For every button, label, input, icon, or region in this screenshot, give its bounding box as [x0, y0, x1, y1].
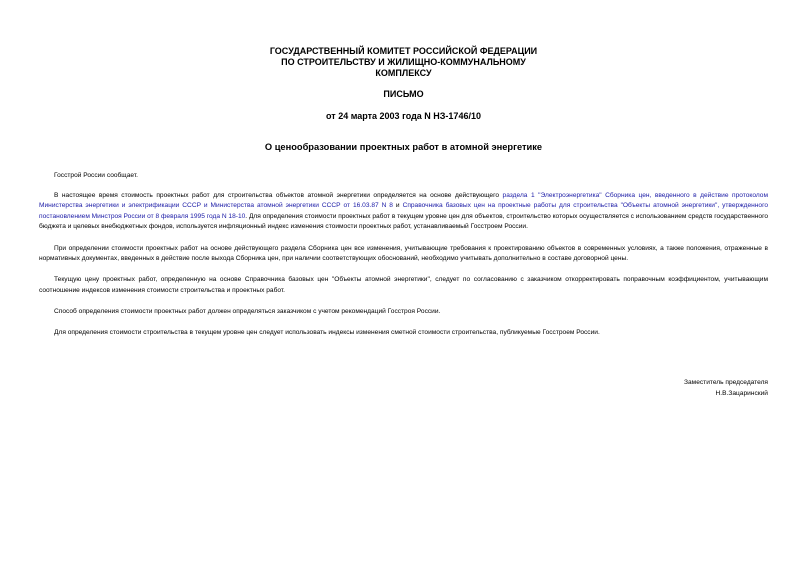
document-type: ПИСЬМО [383, 89, 424, 99]
paragraph-3: При определении стоимости проектных работ на основе действующего раздела Сборника цен все изменения, учитывающие требования к проектированию объектов в современных условиях, а также положения, отраженные в нормативных документах, введенных в действие после выхода Сборника цен, при наличии соответствующих обоснований, необходимо учитывать дополнительно в составе договорной цены. [39, 244, 768, 263]
link-base-price-handbook[interactable]: Справочника базовых цен на проектные работы для строительства "Объекты атомной энергетики", утвержденного постановлением Минстроя России от 8 февраля 1995 года N 18-10 [39, 202, 768, 220]
paragraph-2 [39, 191, 768, 233]
document-subject: О ценообразовании проектных работ в атомной энергетике [264, 142, 543, 152]
paragraph-2-start: В настоящее время стоимость проектных работ для строительства объектов атомной энергетики определяется на основе действующего [54, 191, 503, 199]
paragraph-5: Способ определения стоимости проектных работ должен определяться заказчиком с учетом рекомендаций Госстроя России. [54, 308, 441, 316]
issuer-line-2: ПО СТРОИТЕЛЬСТВУ И ЖИЛИЩНО-КОММУНАЛЬНОМУ [281, 57, 526, 67]
signatory-title: Заместитель председателя [684, 379, 768, 386]
link-section-1-price-collection[interactable]: раздела 1 "Электроэнергетика" Сборника цен, введенного в действие протоколом Министерства энергетики и электрификации СССР и Министерства атомной энергетики СССР от 16.03.87 N 8 [39, 191, 768, 210]
paragraph-4: Текущую цену проектных работ, определенную на основе Справочника базовых цен "Объекты атомной энергетики", следует по согласованию с заказчиком откорректировать поправочным коэффициентом, учитывающим соотношение индексов изменения стоимости строительства и проектных работ. [39, 276, 768, 294]
signatory-name: Н.В.Зацаринский [715, 389, 768, 397]
document-date-number: от 24 марта 2003 года N НЗ-1746/10 [326, 111, 481, 121]
paragraph-2-mid: и [392, 202, 403, 210]
signature-block [684, 378, 768, 399]
paragraph-1: Госстрой России сообщает. [54, 172, 138, 179]
paragraph-6: Для определения стоимости строительства в текущем уровне цен следует использовать индексы изменения сметной стоимости строительства, публикуемые Госстроем России. [54, 329, 600, 337]
issuer-line-3: КОМПЛЕКСУ [375, 68, 432, 78]
issuer-header [0, 46, 807, 79]
paragraph-2-end: . Для определения стоимости проектных работ в текущем уровне цен для объектов, строительство которых осуществляется с использованием средств государственного бюджета и целевых внебюджетных фондов, используется инфляционный индекс изменения стоимости проектных работ, устанавливаемый Госстроем России. [39, 212, 768, 231]
document-body [39, 171, 768, 350]
issuer-line-1: ГОСУДАРСТВЕННЫЙ КОМИТЕТ РОССИЙСКОЙ ФЕДЕРАЦИИ [269, 46, 538, 56]
